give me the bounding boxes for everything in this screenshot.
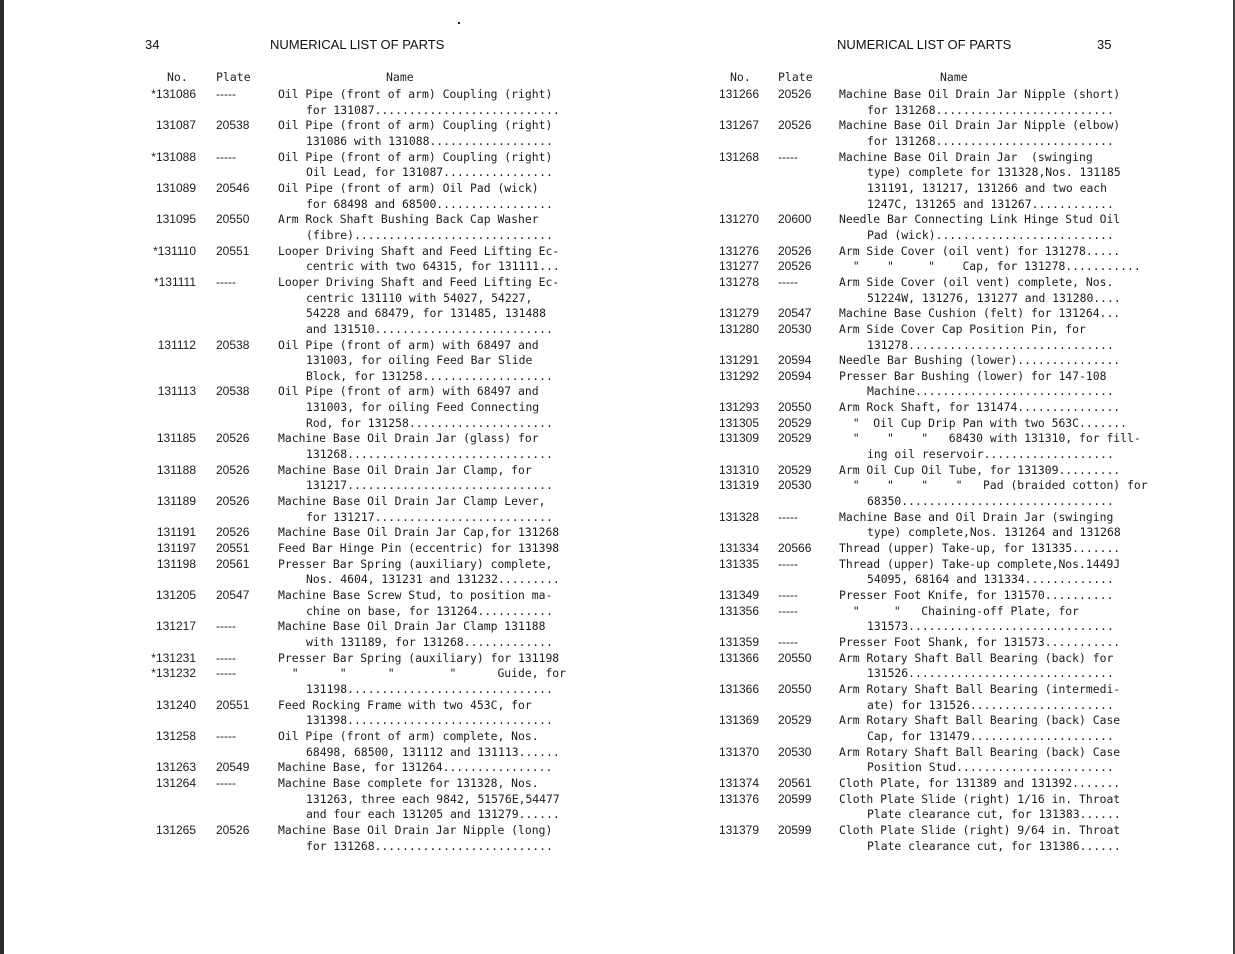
part-name-line: Plate clearance cut, for 131386......: [867, 838, 1121, 853]
part-name: [278, 118, 553, 149]
part-name-line: 131573..............................: [867, 619, 1114, 634]
part-name: [278, 338, 553, 385]
part-name-line: Machine Base and Oil Drain Jar (swinging: [839, 509, 1114, 524]
part-number: 131266: [718, 87, 759, 101]
part-name-line: Machine Base Oil Drain Jar Nipple (elbow): [839, 118, 1121, 133]
part-name-line: " " Chaining-off Plate, for: [839, 603, 1080, 618]
part-number: 131276: [718, 243, 759, 258]
part-number: 131366: [718, 681, 759, 696]
part-name-line: Arm Rotary Shaft Ball Bearing (intermedi-: [839, 681, 1121, 696]
part-name: [839, 369, 1114, 400]
part-number: 131197: [156, 541, 196, 556]
part-name-line: and four each 131205 and 131279......: [306, 807, 560, 822]
part-name-line: Arm Rock Shaft, for 131474...............: [839, 400, 1121, 415]
part-name-line: Machine Base Oil Drain Jar Clamp, for: [278, 462, 532, 477]
part-number: 131349: [718, 588, 759, 602]
part-number: 131278: [718, 274, 759, 289]
part-name-line: Machine Base, for 131264................: [278, 760, 553, 775]
plate-number: -----: [778, 603, 798, 618]
part-name-line: and 131510..........................: [306, 321, 553, 336]
part-name-line: Looper Driving Shaft and Feed Lifting Ec-: [278, 243, 560, 258]
part-number: 131191: [156, 525, 196, 540]
part-name-line: Cloth Plate, for 131389 and 131392.......: [839, 775, 1121, 790]
part-name: [839, 604, 1114, 635]
part-name: [839, 87, 1120, 118]
part-name-line: Arm Rock Shaft Bushing Back Cap Washer: [278, 212, 539, 227]
part-name-line: Position Stud.......................: [867, 760, 1114, 775]
part-name-line: for 131268..........................: [867, 133, 1114, 148]
part-name: [839, 259, 1141, 275]
part-number: 131374: [718, 775, 759, 790]
part-name-line: " " " Cap, for 131278...........: [839, 259, 1141, 274]
part-name: [278, 698, 553, 729]
plate-number: 20550: [778, 681, 812, 696]
part-name-line: Arm Side Cover (oil vent) complete, Nos.: [839, 274, 1114, 289]
part-number: 131113: [157, 384, 196, 399]
part-number: 131185: [156, 431, 196, 446]
part-number: 131305: [718, 415, 759, 430]
part-name: [278, 87, 560, 118]
part-number: 131267: [718, 118, 759, 133]
part-name-line: Oil Pipe (front of arm) Coupling (right): [278, 87, 553, 101]
part-name-line: 54095, 68164 and 131334.............: [867, 572, 1114, 587]
part-number: 131319: [718, 478, 759, 493]
part-name: [839, 588, 1113, 604]
part-number: *131111: [153, 274, 196, 289]
part-name-line: Machine.............................: [867, 384, 1114, 399]
page-header: NUMERICAL LIST OF PARTS: [837, 37, 1012, 52]
part-number: 131328: [718, 509, 759, 524]
column-header-name: Name: [940, 70, 968, 84]
part-name: [278, 525, 559, 541]
part-name: [839, 776, 1120, 792]
part-name-line: Machine Base Oil Drain Jar Nipple (long): [278, 822, 553, 837]
part-name: [839, 792, 1121, 823]
plate-number: 20526: [216, 822, 250, 837]
plate-number: 20550: [216, 212, 250, 227]
part-name-line: Machine Base Oil Drain Jar Clamp 131188: [278, 619, 546, 634]
part-name-line: type) complete,Nos. 131264 and 131268: [867, 525, 1121, 540]
part-name-line: Cloth Plate Slide (right) 1/16 in. Throat: [839, 791, 1121, 806]
part-name-line: Presser Bar Bushing (lower) for 147-108: [839, 368, 1107, 383]
column-header-plate: Plate: [778, 70, 813, 84]
part-name-line: " Oil Cup Drip Pan with two 563C.......: [839, 415, 1128, 430]
part-name: [839, 478, 1148, 509]
part-number: 131293: [718, 400, 759, 415]
part-name-line: for 131268..........................: [306, 838, 553, 853]
plate-number: 20599: [778, 822, 812, 837]
plate-number: 20526: [778, 243, 812, 258]
part-name: [278, 384, 553, 431]
part-name-line: Plate clearance cut, for 131383......: [867, 807, 1121, 822]
column-header-no: No.: [167, 70, 188, 84]
part-name: [278, 588, 553, 619]
part-number: *131088: [151, 149, 196, 164]
plate-number: 20551: [216, 697, 250, 712]
plate-number: -----: [778, 556, 798, 571]
part-name-line: ing oil reservoir...................: [867, 447, 1114, 462]
part-name-line: Cap, for 131479.....................: [867, 728, 1114, 743]
part-number: *131086: [151, 87, 196, 101]
plate-number: 20551: [216, 541, 250, 556]
part-name-line: with 131189, for 131268.............: [306, 634, 553, 649]
part-name: [839, 745, 1120, 776]
part-name-line: Presser Bar Spring (auxiliary) for 131198: [278, 650, 560, 665]
part-name: [839, 823, 1121, 854]
plate-number: 20546: [216, 180, 250, 195]
part-number: 131258: [155, 728, 196, 743]
part-number: 131359: [718, 634, 759, 649]
part-name: [278, 244, 560, 275]
part-name-line: Cloth Plate Slide (right) 9/64 in. Throat: [839, 822, 1121, 837]
part-name-line: Rod, for 131258.....................: [306, 415, 553, 430]
part-name: [278, 212, 553, 243]
part-name-line: Machine Base Cushion (felt) for 131264...: [839, 306, 1121, 321]
plate-number: -----: [216, 666, 236, 681]
part-name: [278, 823, 553, 854]
part-name-line: chine on base, for 131264...........: [306, 603, 553, 618]
part-name: [839, 635, 1120, 651]
part-name-line: Machine Base complete for 131328, Nos.: [278, 775, 539, 790]
part-name-line: 131217..............................: [306, 478, 553, 493]
column-header-plate: Plate: [216, 70, 251, 84]
part-name: [278, 463, 553, 494]
plate-number: 20550: [778, 650, 812, 665]
part-name-line: 131191, 131217, 131266 and two each: [867, 180, 1108, 195]
part-name-line: 131526..............................: [867, 666, 1114, 681]
plate-number: 20526: [216, 431, 250, 446]
part-name: [278, 651, 559, 667]
part-number: 131309: [718, 431, 759, 446]
part-name-line: Block, for 131258...................: [306, 368, 553, 383]
part-name-line: 131198..............................: [306, 681, 553, 696]
part-name: [278, 541, 559, 557]
part-number: 131112: [157, 337, 196, 352]
plate-number: -----: [778, 509, 798, 524]
part-number: 131189: [156, 494, 196, 509]
part-number: 131188: [156, 462, 196, 477]
column-header-name: Name: [386, 70, 414, 84]
plate-number: 20561: [778, 775, 812, 790]
plate-number: 20530: [778, 321, 812, 336]
part-name-line: (fibre).............................: [306, 227, 553, 242]
part-number: 131356: [718, 603, 759, 618]
column-header-no: No.: [730, 70, 751, 84]
part-number: 131264: [155, 775, 196, 790]
part-name-line: Needle Bar Bushing (lower)...............: [839, 353, 1121, 368]
part-name-line: ate) for 131526.....................: [867, 697, 1114, 712]
part-name-line: Oil Lead, for 131087................: [306, 165, 553, 180]
plate-number: -----: [778, 634, 798, 649]
part-name: [839, 431, 1141, 462]
part-number: *131110: [153, 243, 196, 258]
part-name-line: centric 131110 with 54027, 54227,: [306, 290, 533, 305]
part-name-line: Machine Base Oil Drain Jar Nipple (short): [839, 87, 1121, 101]
part-name-line: Feed Bar Hinge Pin (eccentric) for 131398: [278, 541, 560, 556]
part-name-line: Oil Pipe (front of arm) Coupling (right): [278, 118, 553, 133]
part-name-line: " " " " Pad (braided cotton) for: [839, 478, 1148, 493]
part-name: [278, 431, 553, 462]
part-name-line: Oil Pipe (front of arm) with 68497 and: [278, 337, 539, 352]
part-number: 131270: [718, 212, 759, 227]
part-number: 131205: [155, 588, 196, 602]
plate-number: 20529: [778, 431, 812, 446]
plate-number: 20526: [778, 259, 812, 274]
plate-number: -----: [216, 650, 236, 665]
plate-number: 20529: [778, 462, 812, 477]
plate-number: 20549: [216, 760, 250, 775]
part-number: 131198: [156, 556, 196, 571]
part-name-line: 68350...............................: [867, 494, 1114, 509]
plate-number: -----: [216, 728, 236, 743]
part-name-line: Needle Bar Connecting Link Hinge Stud Oil: [839, 212, 1121, 227]
plate-number: 20538: [216, 384, 250, 399]
part-number: 131268: [718, 149, 759, 164]
plate-number: 20530: [778, 744, 812, 759]
part-name-line: Thread (upper) Take-up, for 131335.......: [839, 541, 1121, 556]
part-name-line: Machine Base Screw Stud, to position ma-: [278, 588, 553, 602]
part-number: 131095: [155, 212, 196, 227]
part-number: 131265: [155, 822, 196, 837]
part-name: [839, 416, 1127, 432]
part-name: [278, 760, 552, 776]
part-number: 131279: [718, 306, 759, 321]
plate-number: -----: [216, 274, 236, 289]
part-name: [278, 619, 553, 650]
part-name-line: Machine Base Oil Drain Jar (glass) for: [278, 431, 539, 446]
plate-number: -----: [216, 775, 236, 790]
part-name-line: Presser Foot Knife, for 131570..........: [839, 588, 1114, 602]
part-name-line: Oil Pipe (front of arm) Coupling (right): [278, 149, 553, 164]
plate-number: -----: [216, 619, 236, 634]
part-number: 131277: [718, 259, 759, 274]
part-name-line: 54228 and 68479, for 131485, 131488: [306, 306, 547, 321]
part-number: 131369: [718, 713, 759, 728]
part-number: 131263: [155, 760, 196, 775]
plate-number: 20600: [778, 212, 812, 227]
left-page: [0, 0, 617, 954]
part-name-line: Arm Oil Cup Oil Tube, for 131309.........: [839, 462, 1121, 477]
plate-number: 20599: [778, 791, 812, 806]
part-name: [839, 322, 1114, 353]
part-name: [839, 400, 1120, 416]
part-name: [839, 557, 1120, 588]
plate-number: 20547: [778, 306, 812, 321]
part-name: [278, 776, 560, 823]
plate-number: 20594: [778, 368, 812, 383]
part-name-line: Presser Bar Spring (auxiliary) complete,: [278, 556, 553, 571]
part-number: 131370: [718, 744, 759, 759]
part-name-line: 131398..............................: [306, 713, 553, 728]
part-name: [278, 729, 560, 760]
part-name: [839, 150, 1121, 213]
part-name-line: for 131217..........................: [306, 509, 553, 524]
part-number: 131087: [155, 118, 196, 133]
plate-number: 20538: [216, 337, 250, 352]
plate-number: -----: [778, 149, 798, 164]
part-number: 131376: [718, 791, 759, 806]
part-number: 131310: [718, 462, 759, 477]
part-name: [839, 353, 1120, 369]
page-number: 35: [1097, 37, 1112, 52]
part-name-line: Feed Rocking Frame with two 453C, for: [278, 697, 532, 712]
part-name-line: " " " " Guide, for: [278, 666, 567, 681]
part-name-line: Oil Pipe (front of arm) with 68497 and: [278, 384, 539, 399]
part-name: [839, 463, 1120, 479]
part-name-line: Machine Base Oil Drain Jar Clamp Lever,: [278, 494, 546, 509]
part-name: [839, 682, 1120, 713]
plate-number: 20529: [778, 415, 812, 430]
plate-number: 20526: [778, 118, 812, 133]
part-name: [839, 306, 1120, 322]
part-number: 131292: [718, 368, 759, 383]
plate-number: 20538: [216, 118, 250, 133]
part-name-line: Presser Foot Shank, for 131573...........: [839, 634, 1121, 649]
part-name: [839, 713, 1120, 744]
part-number: 131240: [155, 697, 196, 712]
part-name: [839, 651, 1114, 682]
part-name-line: Pad (wick)..........................: [867, 227, 1114, 242]
plate-number: 20526: [216, 494, 250, 509]
part-name-line: for 68498 and 68500.................: [306, 196, 553, 211]
part-name-line: Arm Rotary Shaft Ball Bearing (back) for: [839, 650, 1114, 665]
plate-number: -----: [778, 274, 798, 289]
part-name: [278, 275, 559, 338]
plate-number: 20594: [778, 353, 812, 368]
part-number: *131232: [151, 666, 196, 681]
part-number: 131217: [155, 619, 196, 634]
part-name: [278, 666, 566, 697]
part-name-line: 68498, 68500, 131112 and 131113......: [306, 744, 560, 759]
plate-number: 20530: [778, 478, 812, 493]
plate-number: 20529: [778, 713, 812, 728]
part-name-line: Thread (upper) Take-up complete,Nos.1449J: [839, 556, 1121, 571]
plate-number: 20566: [778, 541, 812, 556]
plate-number: 20526: [216, 462, 250, 477]
plate-number: 20561: [216, 556, 250, 571]
part-name-line: 1247C, 131265 and 131267............: [867, 196, 1114, 211]
part-name-line: Arm Rotary Shaft Ball Bearing (back) Case: [839, 713, 1121, 728]
part-number: *131231: [151, 650, 196, 665]
part-name-line: 131263, three each 9842, 51576E,54477: [306, 791, 560, 806]
part-number: 131291: [718, 353, 759, 368]
part-name: [278, 557, 560, 588]
part-name-line: Arm Side Cover (oil vent) for 131278.....: [839, 243, 1121, 258]
part-name: [839, 118, 1120, 149]
part-name: [839, 275, 1121, 306]
part-name: [278, 181, 553, 212]
plate-number: 20551: [216, 243, 250, 258]
part-name-line: Nos. 4604, 131231 and 131232.........: [306, 572, 560, 587]
part-number: 131280: [718, 321, 759, 336]
part-name-line: " " " 68430 with 131310, for fill-: [839, 431, 1141, 446]
part-name-line: 131003, for oiling Feed Bar Slide: [306, 353, 533, 368]
page-number: 34: [145, 37, 160, 52]
plate-number: 20526: [216, 525, 250, 540]
part-name-line: Machine Base Oil Drain Jar (swinging: [839, 149, 1093, 164]
plate-number: -----: [216, 87, 236, 101]
part-name-line: Oil Pipe (front of arm) complete, Nos.: [278, 728, 539, 743]
part-name-line: Looper Driving Shaft and Feed Lifting Ec-: [278, 274, 560, 289]
part-name-line: for 131087...........................: [306, 102, 560, 117]
part-name: [278, 494, 553, 525]
part-name-line: Oil Pipe (front of arm) Oil Pad (wick): [278, 180, 539, 195]
part-name-line: Arm Rotary Shaft Ball Bearing (back) Case: [839, 744, 1121, 759]
part-name-line: for 131268..........................: [867, 102, 1114, 117]
part-number: 131335: [718, 556, 759, 571]
part-number: 131379: [718, 822, 759, 837]
part-name: [839, 541, 1120, 557]
plate-number: 20526: [778, 87, 812, 101]
part-name-line: type) complete for 131328,Nos. 131185: [867, 165, 1121, 180]
plate-number: -----: [216, 149, 236, 164]
part-name: [839, 244, 1120, 260]
part-name-line: 131003, for oiling Feed Connecting: [306, 400, 540, 415]
part-name-line: centric with two 64315, for 131111...: [306, 259, 560, 274]
part-number: 131366: [718, 650, 759, 665]
part-name: [839, 212, 1120, 243]
plate-number: -----: [778, 588, 798, 602]
plate-number: 20547: [216, 588, 250, 602]
part-name-line: 131278..............................: [867, 337, 1114, 352]
part-number: 131334: [718, 541, 759, 556]
part-number: 131089: [155, 180, 196, 195]
part-name-line: 51224W, 131276, 131277 and 131280....: [867, 290, 1121, 305]
part-name: [278, 150, 553, 181]
plate-number: 20550: [778, 400, 812, 415]
right-page: [617, 0, 1235, 954]
part-name-line: Machine Base Oil Drain Jar Cap,for 131268: [278, 525, 560, 540]
page-header: NUMERICAL LIST OF PARTS: [270, 37, 445, 52]
part-name: [839, 510, 1121, 541]
part-name-line: 131086 with 131088..................: [306, 133, 553, 148]
part-name-line: Arm Side Cover Cap Position Pin, for: [839, 321, 1086, 336]
part-name-line: 131268..............................: [306, 447, 553, 462]
